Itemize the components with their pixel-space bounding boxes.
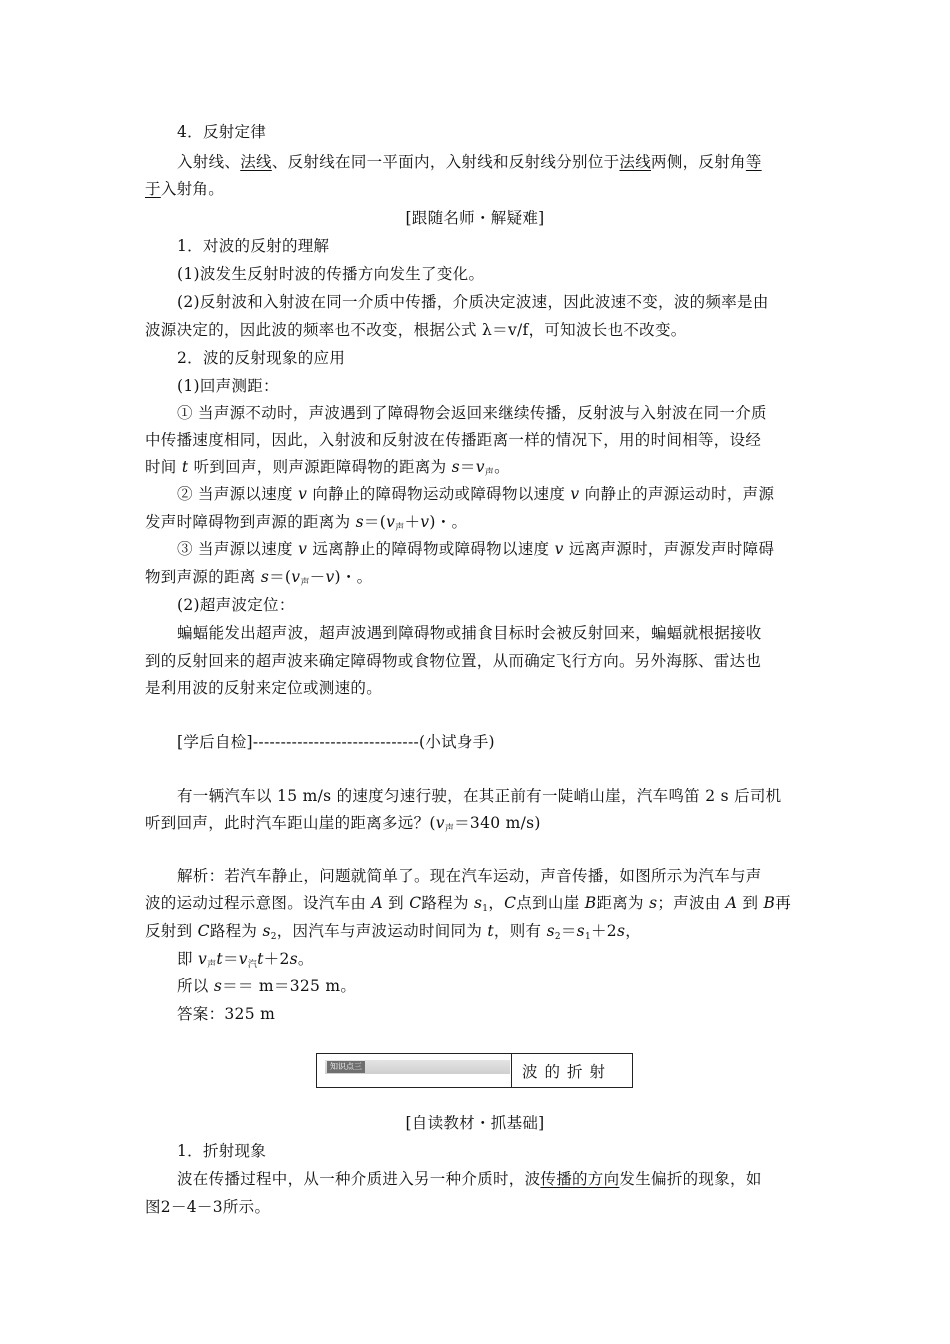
solution-line3: 反射到 C路程为 $s_2$，因汽车与声波运动时间同为 t，则有 $s_2=s_1+2s$， xyxy=(145,922,642,942)
knowledge-point-tag: 知识点三 xyxy=(327,1061,365,1073)
section-title-self-read: [自读教材・抓基础] xyxy=(405,1114,545,1132)
solution-line2: 波的运动过程示意图。设汽车由 A 到 C路程为 $s_1$，C点到山崖 B距离为 s；声波由 A 到 B再 xyxy=(145,894,792,914)
case-1-line1: ① 当声源不动时，声波遇到了障碍物会返回来继续传播，反射波与入射波在同一介质 xyxy=(177,404,767,422)
ultrasound-line1: 蝙蝠能发出超声波，超声波遇到障碍物或捕食目标时会被反射回来，蝙蝠就根据接收 xyxy=(177,624,762,642)
case-2-line2: 发声时障碍物到声源的距离为 $s=(v_声+v)$・。 xyxy=(145,513,468,533)
question-line2: 听到回声，此时汽车距山崖的距离多远？($v_声=340$ m/s) xyxy=(145,814,541,834)
answer: 答案：325 m xyxy=(177,1005,276,1023)
item-1-heading: 1．对波的反射的理解 xyxy=(177,237,330,255)
knowledge-point-title: 波的折射 xyxy=(522,1063,613,1081)
item-2-heading: 2．波的反射现象的应用 xyxy=(177,349,346,367)
ultrasound-line3: 是利用波的反射来定位或测速的。 xyxy=(145,679,383,697)
knowledge-box-divider xyxy=(511,1054,512,1087)
solution-line4: 即 $v_声t=v_汽t+2s$。 xyxy=(177,950,314,970)
echo-ranging-heading: (1)回声测距： xyxy=(177,377,279,395)
item-1-point-2-line2: 波源决定的，因此波的频率也不改变，根据公式 λ＝v/f，可知波长也不改变。 xyxy=(145,321,687,339)
case-1-line3: 时间 t 听到回声，则声源距障碍物的距离为 $s=v_声$。 xyxy=(145,458,510,478)
refraction-heading: 1．折射现象 xyxy=(177,1142,267,1160)
knowledge-point-box xyxy=(316,1053,633,1088)
section-title-follow-teacher: [跟随名师・解疑难] xyxy=(405,209,545,227)
law-paragraph-line2: 于入射角。 xyxy=(145,180,225,198)
question-line1: 有一辆汽车以 15 m/s 的速度匀速行驶，在其正前有一陡峭山崖，汽车鸣笛 2 s 后司机 xyxy=(177,787,782,805)
law-heading: 4．反射定律 xyxy=(177,123,267,141)
solution-line5: 所以 s＝＝ m＝325 m。 xyxy=(177,977,357,995)
law-paragraph-line1: 入射线、法线、反射线在同一平面内，入射线和反射线分别位于法线两侧，反射角等 xyxy=(177,153,762,171)
refraction-line2: 图2－4－3所示。 xyxy=(145,1198,271,1216)
case-3-line1: ③ 当声源以速度 v 远离静止的障碍物或障碍物以速度 v 远离声源时，声源发声时障碍 xyxy=(177,540,775,558)
case-3-line2: 物到声源的距离 $s=(v_声-v)$・。 xyxy=(145,568,373,588)
ultrasound-line2: 到的反射回来的超声波来确定障碍物或食物位置，从而确定飞行方向。另外海豚、雷达也 xyxy=(145,652,762,670)
solution-line1: 解析：若汽车静止，问题就简单了。现在汽车运动，声音传播，如图所示为汽车与声 xyxy=(177,867,762,885)
ultrasound-heading: (2)超声波定位： xyxy=(177,596,295,614)
case-1-line2: 中传播速度相同，因此，入射波和反射波在传播距离一样的情况下，用的时间相等，设经 xyxy=(145,431,762,449)
knowledge-point-label-bar xyxy=(325,1060,510,1074)
refraction-line1: 波在传播过程中，从一种介质进入另一种介质时，波传播的方向发生偏折的现象，如 xyxy=(177,1170,762,1188)
self-check-banner: [学后自检]------------------------------(小试身手) xyxy=(177,733,495,751)
item-1-point-1: (1)波发生反射时波的传播方向发生了变化。 xyxy=(177,265,485,283)
case-2-line1: ② 当声源以速度 v 向静止的障碍物运动或障碍物以速度 v 向静止的声源运动时，声源 xyxy=(177,485,775,503)
item-1-point-2-line1: (2)反射波和入射波在同一介质中传播，介质决定波速，因此波速不变，波的频率是由 xyxy=(177,293,769,311)
